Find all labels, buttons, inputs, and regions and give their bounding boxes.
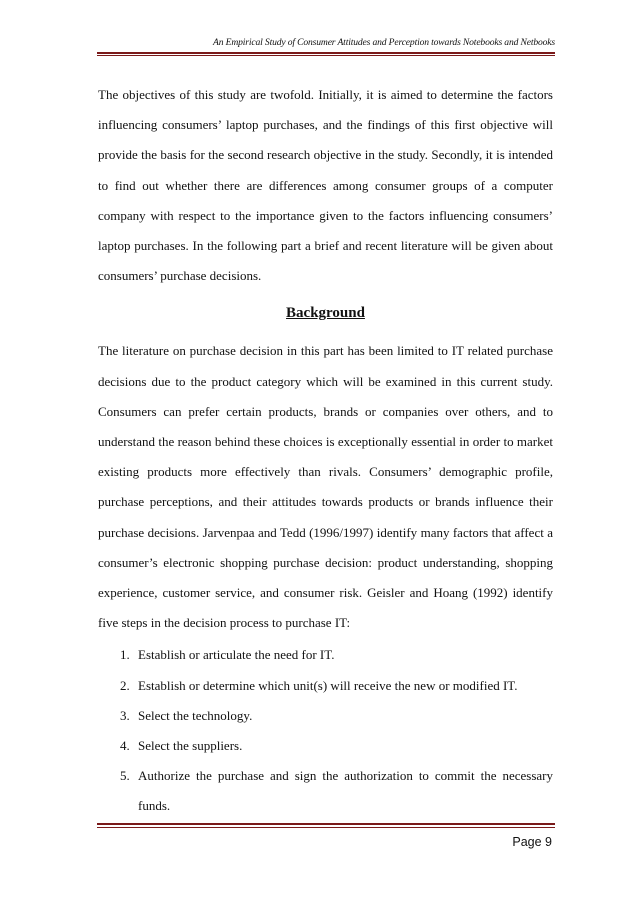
running-header: An Empirical Study of Consumer Attitudes and Perception towards Notebooks and Netbooks	[213, 37, 555, 48]
list-item	[98, 640, 553, 670]
header-rule-thin	[97, 55, 555, 56]
footer-rule-thin	[97, 827, 555, 828]
list-item	[98, 701, 553, 731]
list-item-text: Establish or determine which unit(s) will receive the new or modified IT.	[138, 677, 518, 693]
list-item-number: 3.	[120, 707, 130, 723]
list-item-number: 4.	[120, 738, 130, 754]
list-item-number: 5.	[120, 768, 130, 784]
list-item	[98, 761, 553, 821]
list-item-text: Select the suppliers.	[138, 738, 243, 754]
footer-rule	[97, 823, 555, 825]
list-item-number: 1.	[120, 647, 130, 663]
intro-paragraph: The objectives of this study are twofold. Initially, it is aimed to determine the factors influencing consumers’ laptop purchases, and the findings of this first objective will provide the basis for the second research objective in the study. Secondly, it is intended to find out whether there are differences among consumer groups of a computer company with respect to the importance given to the factors influencing consumers’ laptop purchases. In the following part a brief and recent literature will be given about consumers’ purchase decisions.	[98, 87, 553, 284]
list-item-number: 2.	[120, 677, 130, 693]
section-heading: Background	[286, 305, 365, 322]
list-item-text: Select the technology.	[138, 707, 253, 723]
list-item-text: Establish or articulate the need for IT.	[138, 647, 335, 663]
page-number: Page 9	[512, 835, 552, 849]
list-item	[98, 731, 553, 761]
header-rule	[97, 52, 555, 54]
page-content	[98, 80, 553, 822]
decision-steps-list	[98, 640, 553, 821]
list-item	[98, 671, 553, 701]
background-paragraph: The literature on purchase decision in this part has been limited to IT related purchase decisions due to the product category which will be examined in this current study. Consumers can prefer certain products, brands or companies over others, and to understand the reason behind these choices is exceptionally essential in order to market existing products more effectively than rivals. Consumers’ demographic profile, purchase perceptions, and their attitudes towards products or brands influence their purchase decisions. Jarvenpaa and Tedd (1996/1997) identify many factors that affect a consumer’s electronic shopping purchase decision: product understanding, shopping experience, customer service, and consumer risk. Geisler and Hoang (1992) identify five steps in the decision process to purchase IT:	[98, 343, 553, 631]
list-item-text: Authorize the purchase and sign the authorization to commit the necessary funds.	[138, 768, 553, 814]
